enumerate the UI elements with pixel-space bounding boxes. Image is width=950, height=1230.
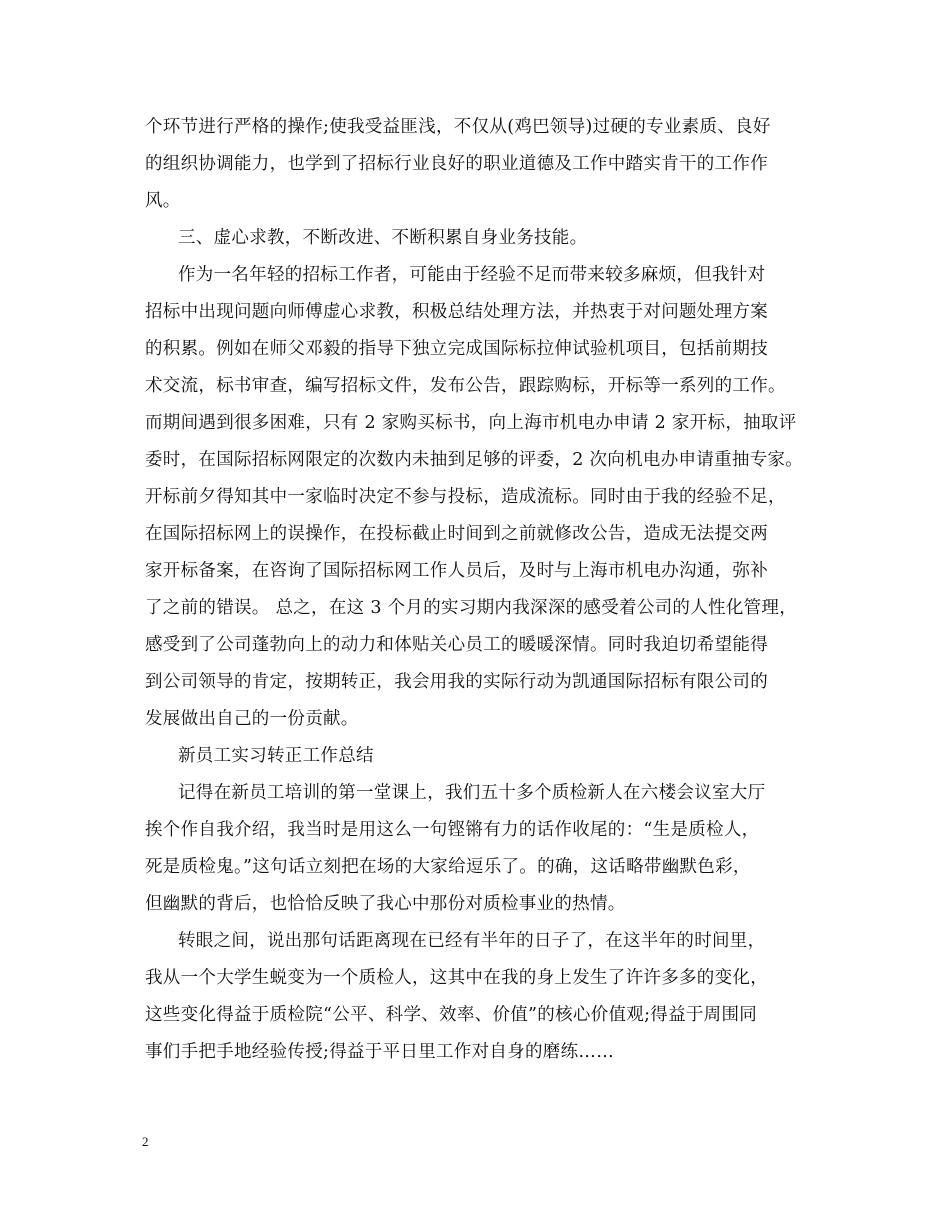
text-line: 委时，在国际招标网限定的次数内未抽到足够的评委，2 次向机电办申请重抽专家。 xyxy=(145,450,804,470)
text-line: 个环节进行严格的操作;使我受益匪浅，不仅从(鸡巴领导)过硬的专业素质、良好 xyxy=(145,117,771,137)
text-line: 死是质检鬼。”这句话立刻把在场的大家给逗乐了。的确，这话略带幽默色彩， xyxy=(145,857,751,877)
text-line: 招标中出现问题向师傅虚心求教，积极总结处理方法，并热衷于对问题处理方案 xyxy=(145,302,768,322)
text-line: 风。 xyxy=(145,191,181,211)
text-line: 转眼之间，说出那句话距离现在已经有半年的日子了，在这半年的时间里， xyxy=(178,931,766,951)
text-line: 发展做出自己的一份贡献。 xyxy=(145,709,359,729)
text-line: 在国际招标网上的误操作，在投标截止时间到之前就修改公告，造成无法提交两 xyxy=(145,524,768,544)
text-line: 这些变化得益于质检院“公平、科学、效率、价值”的核心价值观;得益于周围同 xyxy=(145,1005,758,1025)
section-heading: 新员工实习转正工作总结 xyxy=(178,746,374,766)
text-line: 记得在新员工培训的第一堂课上，我们五十多个质检新人在六楼会议室大厅 xyxy=(178,783,766,803)
text-line: 但幽默的背后，也恰恰反映了我心中那份对质检事业的热情。 xyxy=(145,894,626,914)
text-line: 到公司领导的肯定，按期转正，我会用我的实际行动为凯通国际招标有限公司的 xyxy=(145,672,768,692)
section-heading: 三、虚心求教，不断改进、不断积累自身业务技能。 xyxy=(178,228,588,248)
text-line: 事们手把手地经验传授;得益于平日里工作对自身的磨练…… xyxy=(145,1042,614,1062)
text-line: 的积累。例如在师父邓毅的指导下独立完成国际标拉伸试验机项目，包括前期技 xyxy=(145,339,768,359)
text-line: 感受到了公司蓬勃向上的动力和体贴关心员工的暖暖深情。同时我迫切希望能得 xyxy=(145,635,768,655)
text-line: 的组织协调能力，也学到了招标行业良好的职业道德及工作中踏实肯干的工作作 xyxy=(145,154,768,174)
page-number: 2 xyxy=(142,1134,149,1149)
text-line: 而期间遇到很多困难，只有 2 家购买标书，向上海市机电办申请 2 家开标，抽取评 xyxy=(145,413,797,433)
text-line: 开标前夕得知其中一家临时决定不参与投标，造成流标。同时由于我的经验不足， xyxy=(145,487,786,507)
text-line: 我从一个大学生蜕变为一个质检人，这其中在我的身上发生了许许多多的变化， xyxy=(145,968,768,988)
text-line: 作为一名年轻的招标工作者，可能由于经验不足而带来较多麻烦，但我针对 xyxy=(178,265,766,285)
text-line: 了之前的错误。 总之，在这 3 个月的实习期内我深深的感受着公司的人性化管理， xyxy=(145,598,798,618)
text-line: 挨个作自我介绍，我当时是用这么一句铿锵有力的话作收尾的：“生是质检人， xyxy=(145,820,760,840)
text-line: 家开标备案，在咨询了国际招标网工作人员后，及时与上海市机电办沟通，弥补 xyxy=(145,561,768,581)
text-line: 术交流，标书审查，编写招标文件，发布公告，跟踪购标，开标等一系列的工作。 xyxy=(145,376,786,396)
